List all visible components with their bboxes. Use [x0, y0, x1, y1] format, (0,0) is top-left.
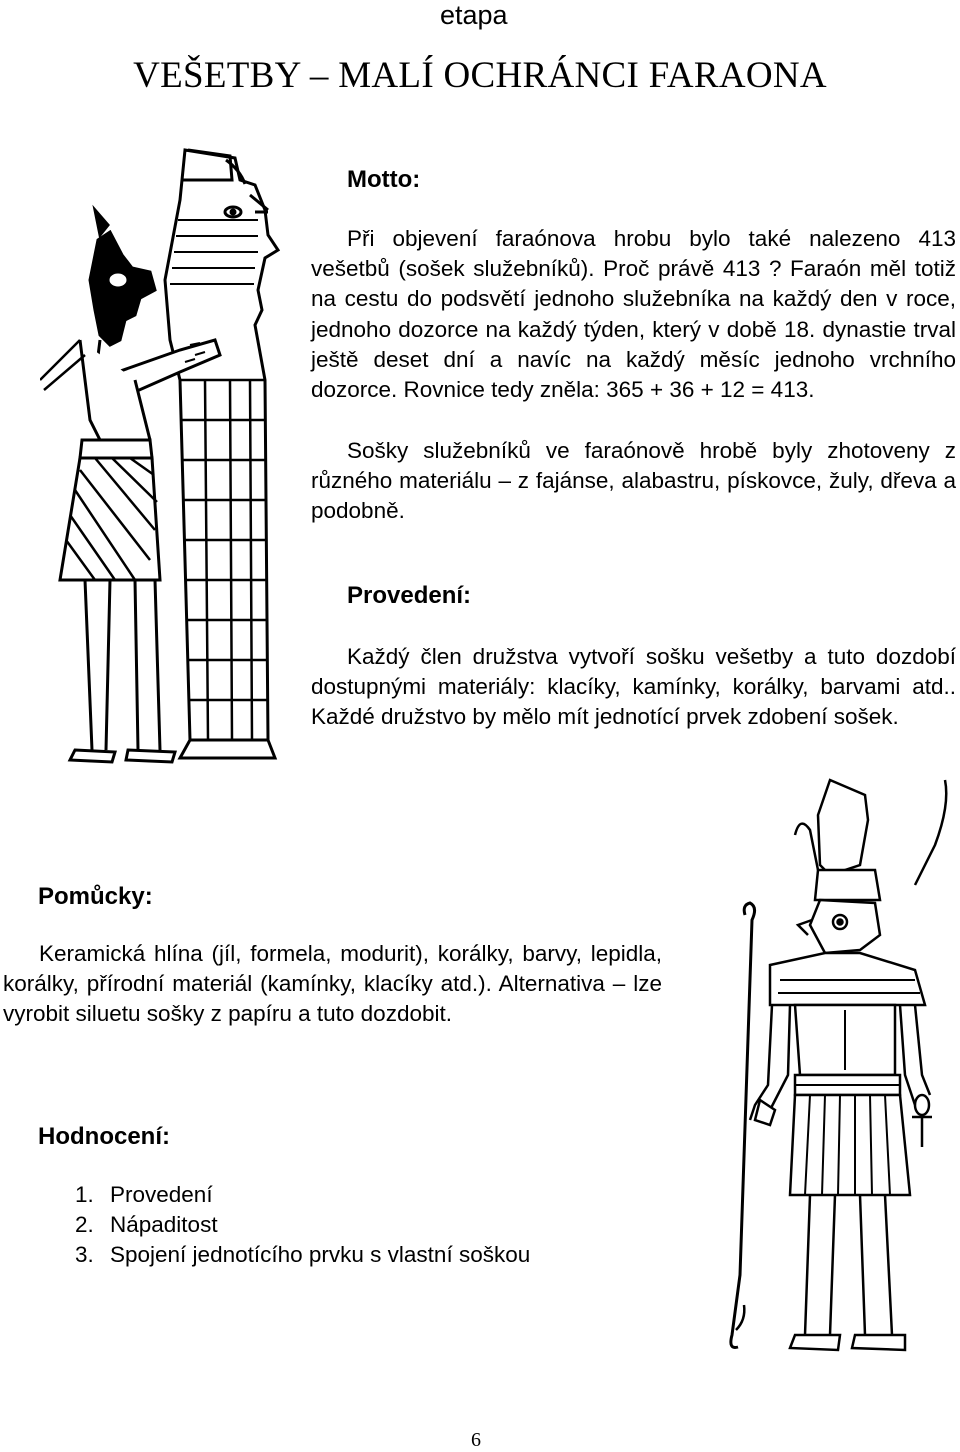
pomucky-paragraph-text: Keramická hlína (jíl, formela, modurit), korálky, barvy, lepidla, korálky, přírodní materiál (kamínky, klacíky atd.). Alternativa – lze vyrobit siluetu sošky z papíru a tuto dozdobit. [3, 941, 662, 1027]
pomucky-paragraph [3, 939, 662, 1030]
motto-paragraph-2 [311, 436, 956, 527]
motto-paragraph-1 [311, 224, 956, 405]
provedeni-paragraph-text: Každý člen družstva vytvoří sošku vešetby a tuto dozdobí dostupnými materiály: klacíky, kamínky, korálky, barvami atd.. Každé družstvo by mělo mít jednotící prvek zdobení sošek. [311, 644, 956, 730]
page-number: 6 [471, 1429, 481, 1451]
horus-figure-illustration [700, 775, 955, 1395]
list-item-text: Spojení jednotícího prvku s vlastní soškou [110, 1242, 531, 1267]
motto-heading: Motto: [347, 166, 421, 193]
pomucky-heading: Pomůcky: [38, 883, 153, 910]
motto-paragraph-2-text: Sošky služebníků ve faraónově hrobě byly zhotoveny z různého materiálu – z fajánse, alabastru, pískovce, žuly, dřeva a podobně. [311, 438, 956, 524]
provedeni-paragraph [311, 642, 956, 733]
list-item-number: 3. [75, 1242, 94, 1267]
list-item [75, 1240, 530, 1270]
list-item [75, 1210, 530, 1240]
anubis-and-mummy-illustration [40, 140, 310, 770]
mummy-figure [165, 150, 278, 758]
page-title: VEŠETBY – MALÍ OCHRÁNCI FARAONA [133, 55, 827, 96]
list-item-text: Provedení [110, 1182, 213, 1207]
list-item-number: 1. [75, 1182, 94, 1207]
stage-label: etapa [440, 0, 508, 30]
provedeni-heading: Provedení: [347, 582, 472, 609]
hodnoceni-list [75, 1180, 530, 1270]
motto-paragraph-1-text: Při objevení faraónova hrobu bylo také nalezeno 413 vešetbů (sošek služebníků). Proč právě 413 ? Faraón měl totiž na cestu do podsvětí jednoho služebníka na každý den v roce, jednoho dozorce na každý týden, který v době 18. dynastie trval ještě deset dní a navíc na každý měsíc jednoho vrchního dozorce. Rovnice tedy zněla: 365 + 36 + 12 = 413. [311, 226, 956, 403]
list-item-text: Nápaditost [110, 1212, 218, 1237]
hodnoceni-heading: Hodnocení: [38, 1123, 170, 1150]
list-item-number: 2. [75, 1212, 94, 1237]
list-item [75, 1180, 530, 1210]
